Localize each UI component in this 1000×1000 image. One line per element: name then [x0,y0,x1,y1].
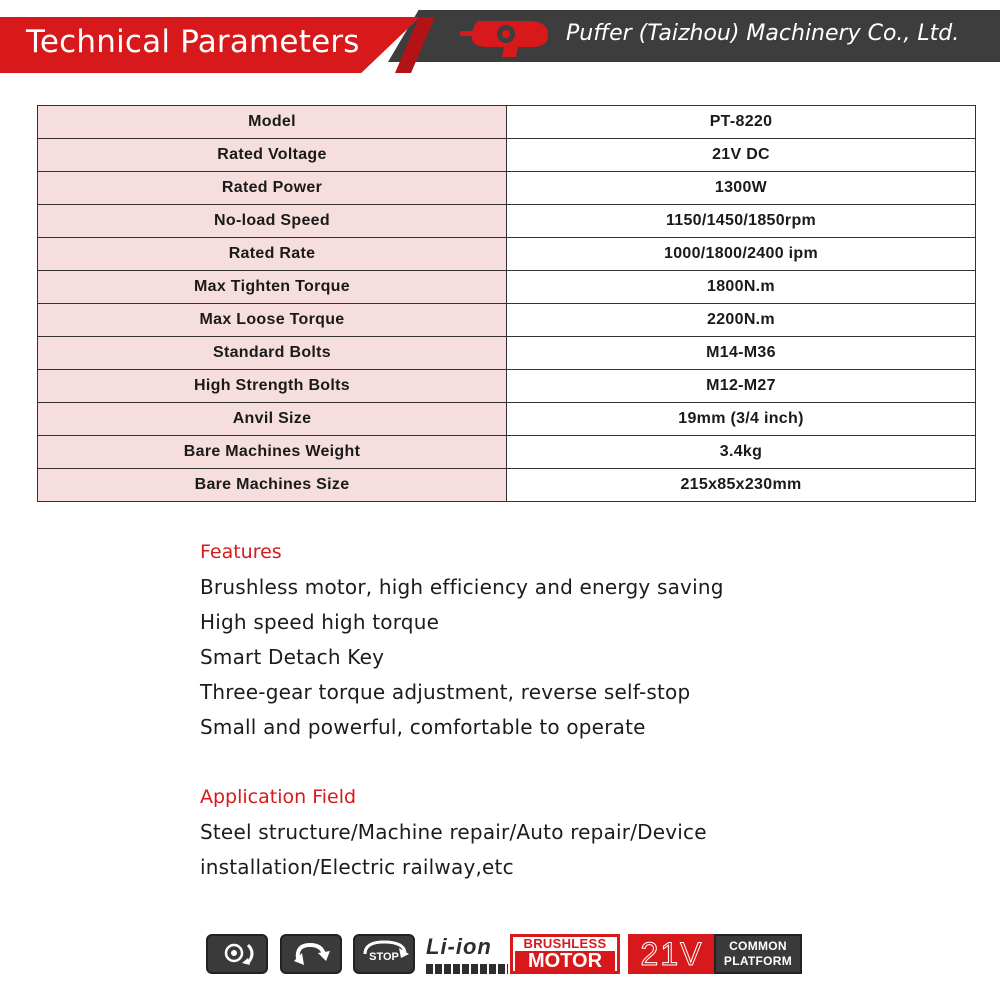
spec-label: Max Loose Torque [38,304,507,337]
liion-label: Li-ion [426,934,492,959]
platform-line-2: PLATFORM [723,954,793,968]
spec-value: 1000/1800/2400 ipm [507,238,976,271]
features-section [200,535,960,745]
spec-label: Bare Machines Weight [38,436,507,469]
company-logo-icon [458,13,554,59]
spec-value: PT-8220 [507,106,976,139]
application-section [200,780,960,885]
header-banner [0,0,1000,90]
spec-value: 19mm (3/4 inch) [507,403,976,436]
spec-row [38,139,976,172]
feature-item: Smart Detach Key [200,645,385,669]
spec-value: 1300W [507,172,976,205]
voltage-badge [628,934,716,974]
feature-badges [206,934,806,974]
feature-item: Small and powerful, comfortable to operate [200,715,646,739]
spec-label: Bare Machines Size [38,469,507,502]
feature-item: Three-gear torque adjustment, reverse self-stop [200,680,691,704]
gear-rotation-icon [206,934,268,974]
spec-label: No-load Speed [38,205,507,238]
spec-label: Rated Rate [38,238,507,271]
spec-label: Rated Power [38,172,507,205]
spec-row [38,337,976,370]
voltage-label: 21V [640,935,704,972]
reverse-rotation-icon [280,934,342,974]
brushless-motor-badge [510,934,620,974]
spec-value: 3.4kg [507,436,976,469]
spec-value: 215x85x230mm [507,469,976,502]
spec-label: Anvil Size [38,403,507,436]
spec-row [38,271,976,304]
spec-row [38,205,976,238]
stop-badge [353,934,415,974]
brushless-label: BRUSHLESS [523,936,607,951]
platform-line-1: COMMON [729,939,787,953]
application-heading: Application Field [200,786,357,808]
stop-label: STOP [369,951,399,963]
spec-label: Max Tighten Torque [38,271,507,304]
spec-label: High Strength Bolts [38,370,507,403]
spec-value: 2200N.m [507,304,976,337]
feature-item: High speed high torque [200,610,440,634]
spec-label: Rated Voltage [38,139,507,172]
spec-row [38,469,976,502]
application-line: installation/Electric railway,etc [200,855,514,879]
spec-value: 21V DC [507,139,976,172]
spec-row [38,403,976,436]
spec-label: Model [38,106,507,139]
spec-label: Standard Bolts [38,337,507,370]
spec-value: M14-M36 [507,337,976,370]
spec-row [38,304,976,337]
features-heading: Features [200,541,282,563]
spec-value: 1800N.m [507,271,976,304]
spec-row [38,370,976,403]
company-name: Puffer (Taizhou) Machinery Co., Ltd. [566,21,960,46]
spec-row [38,172,976,205]
spec-value: M12-M27 [507,370,976,403]
spec-row [38,106,976,139]
spec-row [38,436,976,469]
application-line: Steel structure/Machine repair/Auto repair/Device [200,820,707,844]
page-title: Technical Parameters [26,24,360,60]
liion-badge [426,934,512,974]
battery-bar-icon [426,964,508,974]
spec-row [38,238,976,271]
feature-item: Brushless motor, high efficiency and energy saving [200,575,724,599]
motor-label: MOTOR [515,951,615,971]
spec-value: 1150/1450/1850rpm [507,205,976,238]
common-platform-badge [714,934,802,974]
spec-table [37,105,976,502]
